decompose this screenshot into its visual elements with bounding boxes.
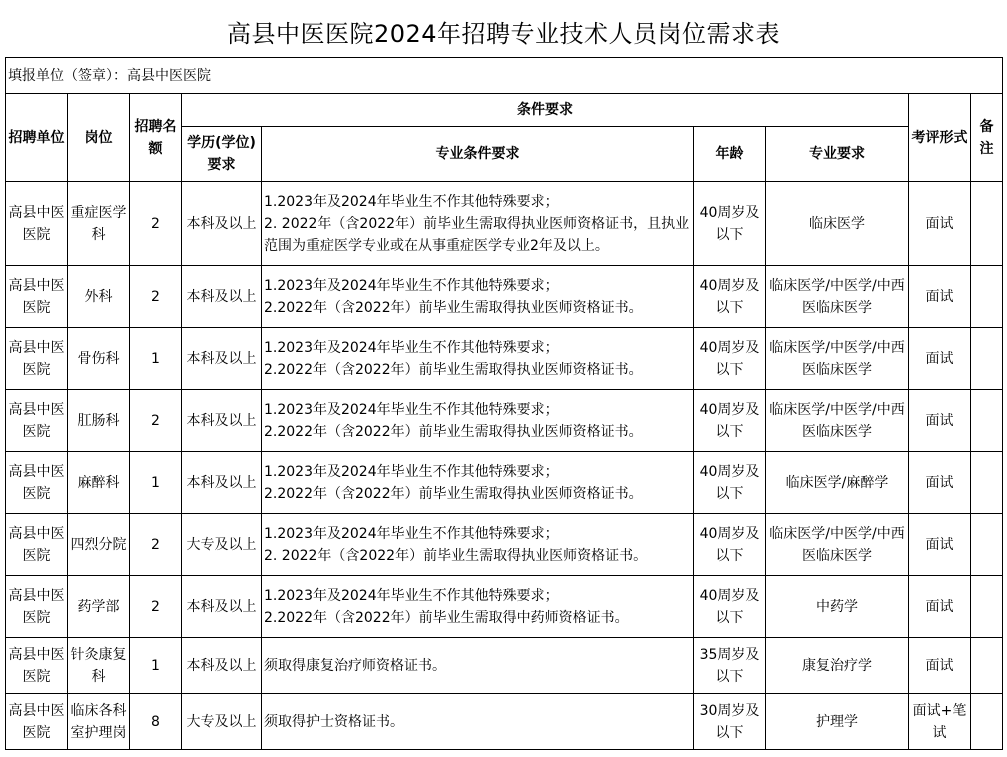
cell-unit: 高县中医医院 bbox=[6, 266, 68, 328]
cell-remark bbox=[971, 638, 1003, 694]
cell-major: 临床医学/中医学/中西医临床医学 bbox=[766, 328, 909, 390]
cell-age: 40周岁及以下 bbox=[694, 328, 766, 390]
header-conditions: 条件要求 bbox=[182, 94, 909, 127]
cell-education: 本科及以上 bbox=[182, 576, 262, 638]
cell-age: 40周岁及以下 bbox=[694, 576, 766, 638]
table-row bbox=[6, 576, 1003, 638]
cell-remark bbox=[971, 182, 1003, 266]
cell-remark bbox=[971, 694, 1003, 750]
cell-exam: 面试 bbox=[909, 266, 971, 328]
cell-count: 2 bbox=[130, 266, 182, 328]
cell-education: 本科及以上 bbox=[182, 390, 262, 452]
cell-post: 药学部 bbox=[68, 576, 130, 638]
cell-unit: 高县中医医院 bbox=[6, 694, 68, 750]
table-row bbox=[6, 328, 1003, 390]
table-row bbox=[6, 452, 1003, 514]
cell-exam: 面试 bbox=[909, 576, 971, 638]
requirement-line: 1.2023年及2024年毕业生不作其他特殊要求； bbox=[264, 587, 559, 604]
cell-remark bbox=[971, 576, 1003, 638]
header-post: 岗位 bbox=[68, 94, 130, 182]
requirement-line: 2.2022年（含2022年）前毕业生需取得执业医师资格证书。 bbox=[264, 423, 643, 440]
cell-major: 中药学 bbox=[766, 576, 909, 638]
header-education: 学历(学位)要求 bbox=[182, 127, 262, 182]
cell-count: 2 bbox=[130, 514, 182, 576]
cell-count: 2 bbox=[130, 390, 182, 452]
cell-exam: 面试 bbox=[909, 328, 971, 390]
header-exam: 考评形式 bbox=[909, 94, 971, 182]
requirement-line: 须取得护士资格证书。 bbox=[264, 713, 404, 730]
cell-prof-cond bbox=[262, 452, 694, 514]
cell-age: 40周岁及以下 bbox=[694, 266, 766, 328]
requirement-line: 1.2023年及2024年毕业生不作其他特殊要求； bbox=[264, 277, 559, 294]
cell-exam: 面试+笔试 bbox=[909, 694, 971, 750]
cell-prof-cond bbox=[262, 182, 694, 266]
cell-post: 四烈分院 bbox=[68, 514, 130, 576]
cell-exam: 面试 bbox=[909, 452, 971, 514]
table-row bbox=[6, 390, 1003, 452]
requirement-line: 2. 2022年（含2022年）前毕业生需取得执业医师资格证书。 bbox=[264, 547, 648, 564]
cell-prof-cond bbox=[262, 576, 694, 638]
requirement-line: 1.2023年及2024年毕业生不作其他特殊要求； bbox=[264, 193, 559, 210]
cell-age: 40周岁及以下 bbox=[694, 452, 766, 514]
requirement-line: 2.2022年（含2022年）前毕业生需取得中药师资格证书。 bbox=[264, 609, 629, 626]
cell-unit: 高县中医医院 bbox=[6, 390, 68, 452]
cell-education: 本科及以上 bbox=[182, 328, 262, 390]
cell-post: 肛肠科 bbox=[68, 390, 130, 452]
cell-major: 临床医学/中医学/中西医临床医学 bbox=[766, 390, 909, 452]
header-major: 专业要求 bbox=[766, 127, 909, 182]
cell-prof-cond bbox=[262, 390, 694, 452]
cell-count: 1 bbox=[130, 452, 182, 514]
cell-count: 8 bbox=[130, 694, 182, 750]
cell-post: 外科 bbox=[68, 266, 130, 328]
requirement-line: 1.2023年及2024年毕业生不作其他特殊要求； bbox=[264, 525, 559, 542]
cell-education: 本科及以上 bbox=[182, 638, 262, 694]
requirement-line: 2. 2022年（含2022年）前毕业生需取得执业医师资格证书，且执业范围为重症医学专业或在从事重症医学专业2年及以上。 bbox=[264, 215, 690, 254]
cell-age: 30周岁及以下 bbox=[694, 694, 766, 750]
requirement-line: 1.2023年及2024年毕业生不作其他特殊要求； bbox=[264, 463, 559, 480]
cell-unit: 高县中医医院 bbox=[6, 328, 68, 390]
cell-remark bbox=[971, 328, 1003, 390]
cell-major: 康复治疗学 bbox=[766, 638, 909, 694]
cell-major: 临床医学/中医学/中西医临床医学 bbox=[766, 266, 909, 328]
cell-prof-cond bbox=[262, 694, 694, 750]
cell-major: 临床医学 bbox=[766, 182, 909, 266]
cell-unit: 高县中医医院 bbox=[6, 514, 68, 576]
cell-remark bbox=[971, 514, 1003, 576]
header-prof-cond: 专业条件要求 bbox=[262, 127, 694, 182]
cell-prof-cond bbox=[262, 266, 694, 328]
cell-remark bbox=[971, 390, 1003, 452]
header-remark: 备注 bbox=[971, 94, 1003, 182]
cell-count: 1 bbox=[130, 328, 182, 390]
cell-education: 本科及以上 bbox=[182, 182, 262, 266]
header-unit: 招聘单位 bbox=[6, 94, 68, 182]
cell-education: 本科及以上 bbox=[182, 452, 262, 514]
table-row bbox=[6, 638, 1003, 694]
cell-major: 临床医学/麻醉学 bbox=[766, 452, 909, 514]
requirement-line: 2.2022年（含2022年）前毕业生需取得执业医师资格证书。 bbox=[264, 299, 643, 316]
recruitment-table bbox=[5, 57, 1003, 750]
cell-prof-cond bbox=[262, 514, 694, 576]
cell-unit: 高县中医医院 bbox=[6, 576, 68, 638]
cell-age: 40周岁及以下 bbox=[694, 182, 766, 266]
table-row bbox=[6, 694, 1003, 750]
cell-remark bbox=[971, 452, 1003, 514]
cell-education: 本科及以上 bbox=[182, 266, 262, 328]
cell-major: 临床医学/中医学/中西医临床医学 bbox=[766, 514, 909, 576]
cell-unit: 高县中医医院 bbox=[6, 182, 68, 266]
requirement-line: 须取得康复治疗师资格证书。 bbox=[264, 657, 446, 674]
cell-post: 麻醉科 bbox=[68, 452, 130, 514]
cell-unit: 高县中医医院 bbox=[6, 638, 68, 694]
header-count: 招聘名额 bbox=[130, 94, 182, 182]
cell-post: 骨伤科 bbox=[68, 328, 130, 390]
cell-remark bbox=[971, 266, 1003, 328]
cell-education: 大专及以上 bbox=[182, 514, 262, 576]
table-row bbox=[6, 182, 1003, 266]
cell-unit: 高县中医医院 bbox=[6, 452, 68, 514]
requirement-line: 2.2022年（含2022年）前毕业生需取得执业医师资格证书。 bbox=[264, 485, 643, 502]
table-row bbox=[6, 266, 1003, 328]
table-row bbox=[6, 514, 1003, 576]
requirement-line: 2.2022年（含2022年）前毕业生需取得执业医师资格证书。 bbox=[264, 361, 643, 378]
cell-count: 1 bbox=[130, 638, 182, 694]
cell-age: 35周岁及以下 bbox=[694, 638, 766, 694]
cell-major: 护理学 bbox=[766, 694, 909, 750]
cell-count: 2 bbox=[130, 576, 182, 638]
cell-post: 重症医学科 bbox=[68, 182, 130, 266]
cell-exam: 面试 bbox=[909, 390, 971, 452]
cell-post: 针灸康复科 bbox=[68, 638, 130, 694]
cell-exam: 面试 bbox=[909, 182, 971, 266]
page-title: 高县中医医院2024年招聘专业技术人员岗位需求表 bbox=[226, 20, 781, 48]
cell-education: 大专及以上 bbox=[182, 694, 262, 750]
cell-exam: 面试 bbox=[909, 514, 971, 576]
cell-post: 临床各科室护理岗 bbox=[68, 694, 130, 750]
header-age: 年龄 bbox=[694, 127, 766, 182]
cell-age: 40周岁及以下 bbox=[694, 390, 766, 452]
requirement-line: 1.2023年及2024年毕业生不作其他特殊要求； bbox=[264, 339, 559, 356]
cell-count: 2 bbox=[130, 182, 182, 266]
filler-unit: 填报单位（签章）：高县中医医院 bbox=[6, 58, 1003, 94]
cell-prof-cond bbox=[262, 328, 694, 390]
cell-age: 40周岁及以下 bbox=[694, 514, 766, 576]
cell-prof-cond bbox=[262, 638, 694, 694]
cell-exam: 面试 bbox=[909, 638, 971, 694]
requirement-line: 1.2023年及2024年毕业生不作其他特殊要求； bbox=[264, 401, 559, 418]
